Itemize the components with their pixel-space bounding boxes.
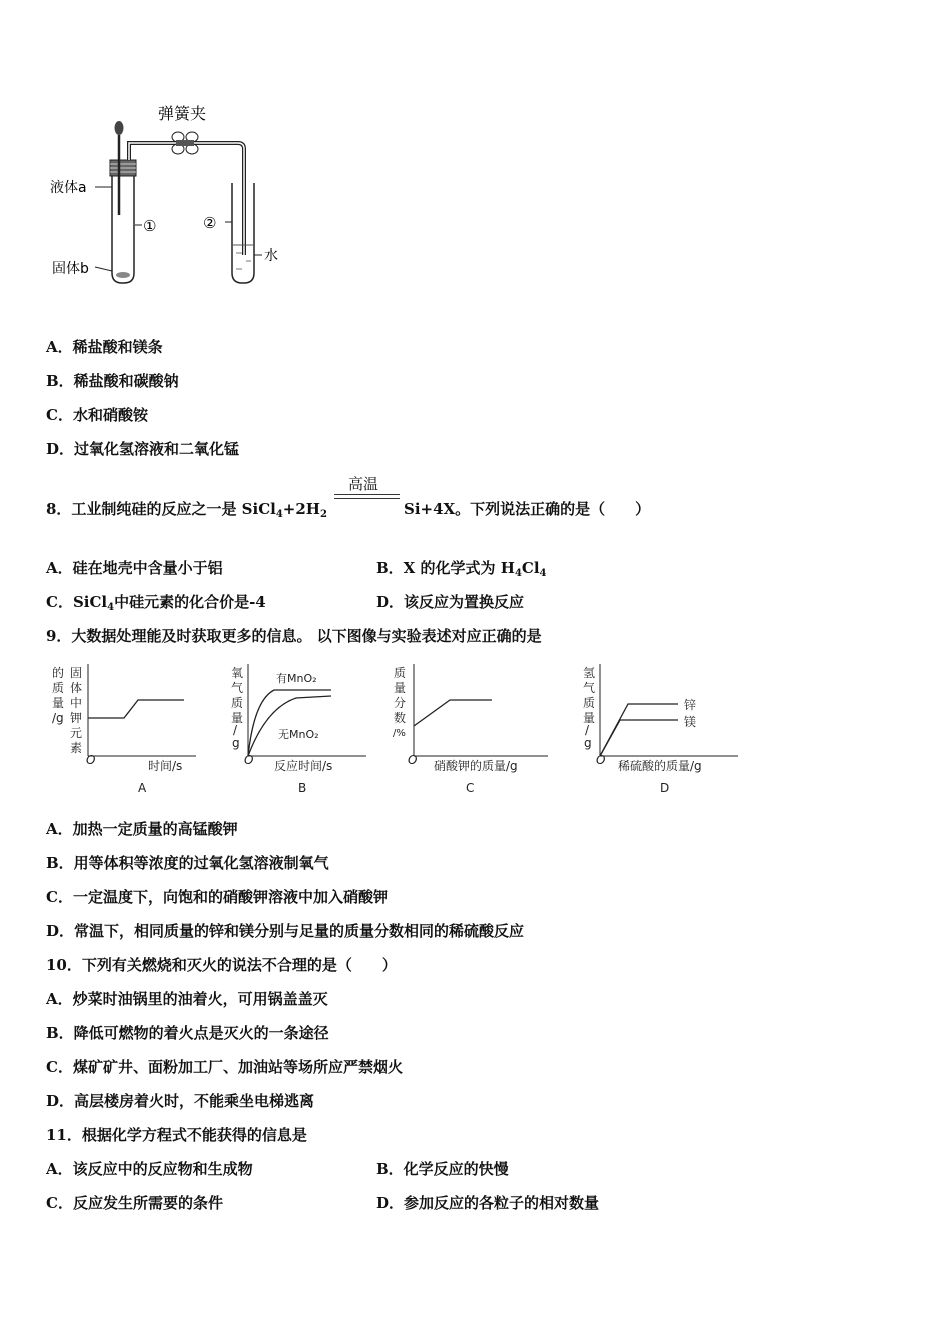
q9-option-a: A．加热一定质量的高锰酸钾 — [46, 820, 238, 838]
graph-d-ylabel-6: g — [584, 736, 592, 750]
graph-c-ylabel-3: 分 — [394, 696, 407, 710]
graph-c-origin: O — [408, 753, 418, 767]
q7-option-c: C．水和硝酸铵 — [46, 406, 148, 424]
graph-b-ylabel-4: 量 — [231, 711, 244, 725]
graph-b-origin: O — [244, 753, 254, 767]
graph-d-ylabel-1: 氢 — [583, 666, 596, 680]
water-label: 水 — [264, 248, 278, 264]
graph-d-curve-zinc — [600, 704, 678, 756]
graph-d-curve1-label: 锌 — [684, 698, 697, 712]
q8-condition: 高温 — [348, 475, 379, 493]
q11-stem: 11．根据化学方程式不能获得的信息是 — [46, 1126, 307, 1144]
dropper-bulb — [115, 121, 124, 135]
graph-a-origin: O — [86, 753, 96, 767]
q10-option-b: B．降低可燃物的着火点是灭火的一条途径 — [46, 1024, 329, 1042]
q11-option-c: C．反应发生所需要的条件 — [46, 1194, 223, 1212]
graph-a-ylabel-2: 质 — [52, 681, 65, 695]
graph-d-ylabel-2: 气 — [583, 681, 596, 695]
graph-a-ylabel-4: /g — [52, 711, 64, 725]
q8-option-c: C．SiCl$_4$中硅元素的化合价是-4 — [46, 593, 266, 613]
graph-c-curve — [414, 700, 492, 726]
graph-b-ylabel-1: 氧 — [231, 666, 244, 680]
graph-d-ylabel-3: 质 — [583, 696, 596, 710]
q10-option-c: C．煤矿矿井、面粉加工厂、加油站等场所应严禁烟火 — [46, 1058, 403, 1076]
equals-line-top — [334, 494, 400, 495]
q8-option-a: A．硅在地壳中含量小于铝 — [46, 559, 223, 577]
q8-stem-part1: 8．工业制纯硅的反应之一是 $SiCl_4+2H_2$ — [46, 500, 327, 520]
graph-d-ylabel-5: / — [585, 723, 590, 737]
solid-label: 固体b — [52, 261, 89, 277]
graph-c-letter: C — [466, 781, 475, 795]
graph-b-xlabel: 反应时间/s — [274, 759, 333, 773]
q7-option-b: B．稀盐酸和碳酸钠 — [46, 372, 179, 390]
q8-option-b: B．X 的化学式为 $H_4Cl_4$ — [376, 559, 547, 579]
graph-b-ylabel-6: g — [232, 736, 240, 750]
graph-d-origin: O — [596, 753, 606, 767]
graph-c-ylabel-2: 量 — [394, 681, 407, 695]
graph-a-ylabel2-1: 固 — [70, 666, 83, 680]
tube1-label: ① — [143, 217, 157, 235]
graph-b-curve1-label: 有MnO₂ — [276, 672, 317, 685]
graph-d-ylabel-4: 量 — [583, 711, 596, 725]
graph-a-xlabel: 时间/s — [148, 759, 183, 773]
graph-b-curve2-label: 无MnO₂ — [278, 728, 319, 741]
q8-stem-part2: Si+4X。下列说法正确的是（ ） — [404, 500, 651, 518]
graph-c — [388, 660, 558, 800]
equals-line-bottom — [334, 498, 400, 499]
graph-b-ylabel-3: 质 — [231, 696, 244, 710]
graph-d-letter: D — [660, 781, 670, 795]
graph-b-letter: B — [298, 781, 307, 795]
graph-a-ylabel2-6: 素 — [70, 741, 83, 755]
q10-option-d: D．高层楼房着火时，不能乘坐电梯逃离 — [46, 1092, 315, 1110]
q10-option-a: A．炒菜时油锅里的油着火，可用锅盖盖灭 — [46, 990, 328, 1008]
test-tube-1 — [112, 175, 134, 283]
graph-b — [226, 660, 376, 800]
graph-d-curve-magnesium — [600, 720, 678, 756]
q11-option-d: D．参加反应的各粒子的相对数量 — [376, 1194, 600, 1212]
graph-b-curve-with-catalyst — [248, 690, 331, 756]
graph-a-ylabel2-4: 钾 — [70, 711, 83, 725]
q7-option-a: A．稀盐酸和镁条 — [46, 338, 163, 356]
graph-a-ylabel-3: 量 — [52, 696, 65, 710]
graph-a-ylabel2-2: 体 — [70, 681, 83, 695]
delivery-tube — [129, 143, 244, 255]
q9-option-d: D．常温下，相同质量的锌和镁分别与足量的质量分数相同的稀硫酸反应 — [46, 922, 525, 940]
q11-option-a: A．该反应中的反应物和生成物 — [46, 1160, 253, 1178]
q9-stem: 9．大数据处理能及时获取更多的信息。 以下图像与实验表述对应正确的是 — [46, 627, 542, 645]
graph-a-curve — [88, 700, 184, 718]
q10-stem: 10．下列有关燃烧和灭火的说法不合理的是（ ） — [46, 956, 397, 974]
graph-b-ylabel-2: 气 — [231, 681, 244, 695]
q11-option-b: B．化学反应的快慢 — [376, 1160, 509, 1178]
graph-c-ylabel-1: 质 — [394, 666, 407, 680]
graph-a — [46, 660, 206, 800]
q9-option-b: B．用等体积等浓度的过氧化氢溶液制氧气 — [46, 854, 329, 872]
clamp-label: 弹簧夹 — [158, 104, 207, 123]
graph-b-ylabel-5: / — [233, 723, 238, 737]
apparatus-figure — [40, 95, 300, 295]
tube2-label: ② — [203, 214, 217, 232]
graph-d-xlabel: 稀硫酸的质量/g — [618, 759, 702, 773]
graph-a-ylabel2-3: 中 — [70, 696, 83, 710]
graph-a-letter: A — [138, 781, 147, 795]
q7-option-d: D．过氧化氢溶液和二氧化锰 — [46, 440, 240, 458]
liquid-label: 液体a — [50, 180, 87, 196]
graph-c-ylabel-5: /% — [393, 728, 406, 739]
graph-a-ylabel-1: 的 — [52, 666, 65, 680]
graph-a-ylabel2-5: 元 — [70, 726, 83, 740]
graph-d — [578, 660, 748, 800]
q9-option-c: C．一定温度下，向饱和的硝酸钾溶液中加入硝酸钾 — [46, 888, 388, 906]
graph-c-xlabel: 硝酸钾的质量/g — [434, 759, 518, 773]
graph-c-ylabel-4: 数 — [394, 711, 407, 725]
graph-d-curve2-label: 镁 — [684, 715, 697, 729]
q8-option-d: D．该反应为置换反应 — [376, 593, 525, 611]
